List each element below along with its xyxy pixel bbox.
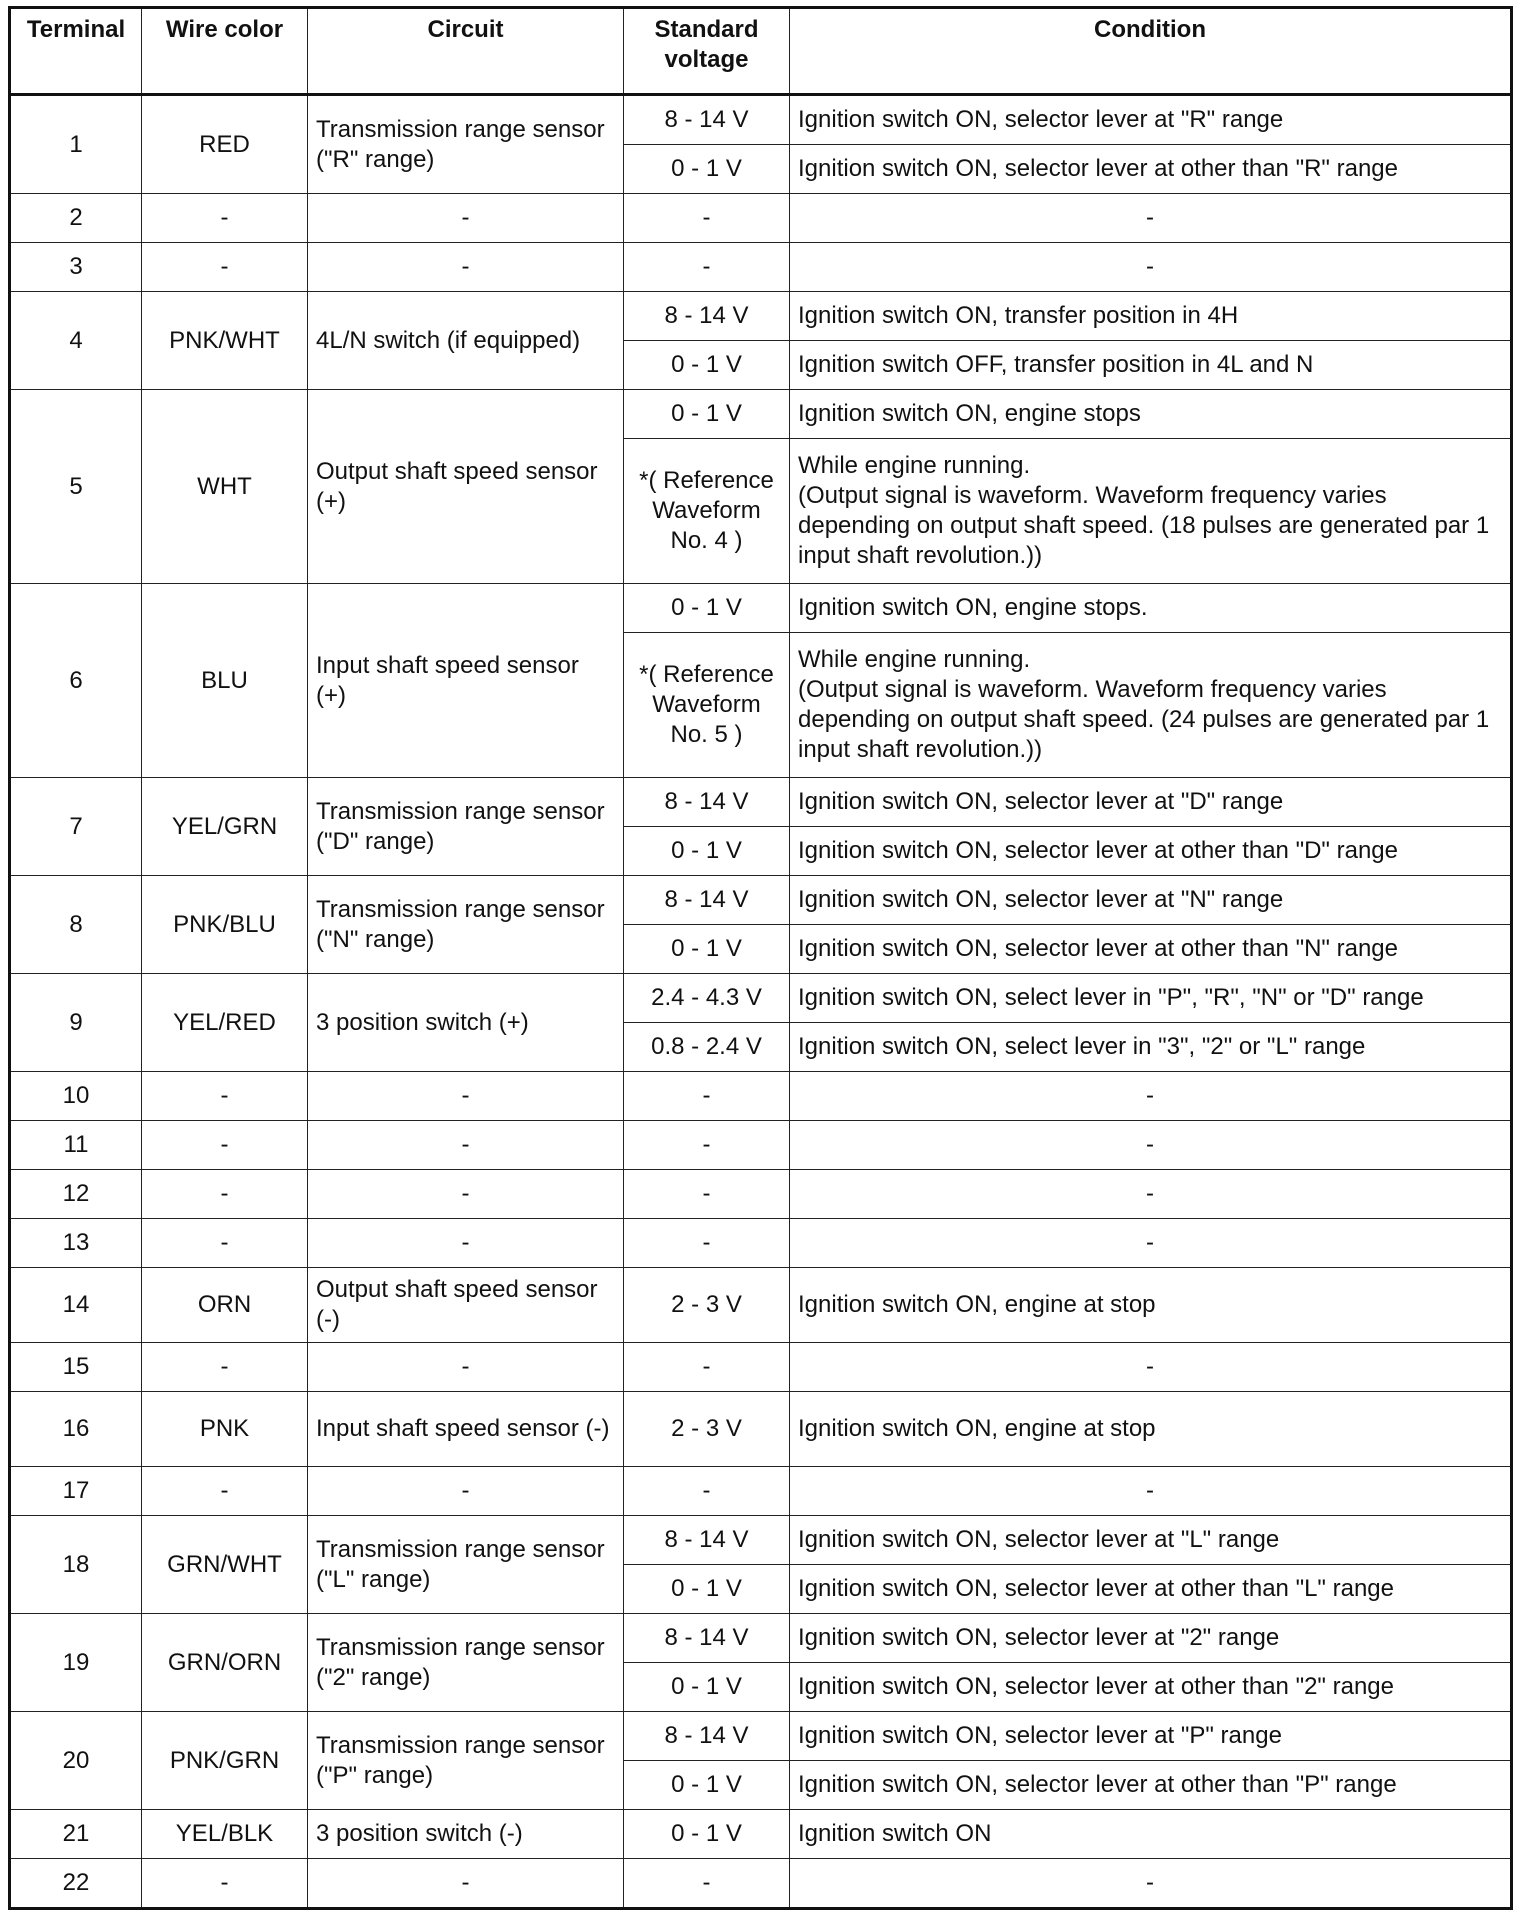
condition-cell: Ignition switch ON, selector lever at other than "P" range (790, 1761, 1512, 1810)
wire-color-cell: - (142, 243, 308, 292)
standard-voltage-cell: 0 - 1 V (624, 1565, 790, 1614)
circuit-cell: - (308, 1467, 624, 1516)
wire-color-cell: - (142, 1219, 308, 1268)
circuit-cell: Transmission range sensor ("2" range) (308, 1614, 624, 1712)
condition-cell: - (790, 1072, 1512, 1121)
wire-color-cell: PNK (142, 1392, 308, 1467)
standard-voltage-cell: 2 - 3 V (624, 1392, 790, 1467)
terminal-cell: 12 (10, 1170, 142, 1219)
terminal-cell: 21 (10, 1810, 142, 1859)
table-row (10, 1810, 1512, 1859)
standard-voltage-cell: - (624, 1219, 790, 1268)
header-circuit: Circuit (308, 8, 624, 95)
table-body (10, 95, 1512, 1909)
wire-color-cell: - (142, 1343, 308, 1392)
wire-color-cell: YEL/BLK (142, 1810, 308, 1859)
condition-cell: Ignition switch OFF, transfer position in 4L and N (790, 341, 1512, 390)
terminal-cell: 18 (10, 1516, 142, 1614)
condition-cell: Ignition switch ON, selector lever at "L" range (790, 1516, 1512, 1565)
wire-color-cell: PNK/BLU (142, 876, 308, 974)
circuit-cell: 3 position switch (+) (308, 974, 624, 1072)
terminal-cell: 11 (10, 1121, 142, 1170)
table-row (10, 778, 1512, 827)
standard-voltage-cell: 0 - 1 V (624, 925, 790, 974)
terminal-table (8, 6, 1513, 1910)
table-row (10, 1072, 1512, 1121)
standard-voltage-cell: 2 - 3 V (624, 1268, 790, 1343)
circuit-cell: - (308, 1170, 624, 1219)
condition-cell: - (790, 1219, 1512, 1268)
circuit-cell: Transmission range sensor ("R" range) (308, 95, 624, 194)
standard-voltage-cell: - (624, 1467, 790, 1516)
terminal-cell: 6 (10, 584, 142, 778)
circuit-cell: Transmission range sensor ("P" range) (308, 1712, 624, 1810)
terminal-cell: 16 (10, 1392, 142, 1467)
header-condition: Condition (790, 8, 1512, 95)
condition-cell: - (790, 1121, 1512, 1170)
wire-color-cell: GRN/WHT (142, 1516, 308, 1614)
terminal-table-sheet (8, 6, 1510, 1910)
condition-cell: Ignition switch ON, selector lever at "N" range (790, 876, 1512, 925)
table-row (10, 1614, 1512, 1663)
circuit-cell: - (308, 1219, 624, 1268)
circuit-cell: 3 position switch (-) (308, 1810, 624, 1859)
condition-cell: Ignition switch ON, engine stops. (790, 584, 1512, 633)
standard-voltage-cell: - (624, 1072, 790, 1121)
table-row (10, 194, 1512, 243)
wire-color-cell: WHT (142, 390, 308, 584)
table-row (10, 1219, 1512, 1268)
condition-cell: Ignition switch ON, engine at stop (790, 1392, 1512, 1467)
table-row (10, 1343, 1512, 1392)
condition-cell: Ignition switch ON, selector lever at other than "2" range (790, 1663, 1512, 1712)
wire-color-cell: YEL/RED (142, 974, 308, 1072)
standard-voltage-cell: 8 - 14 V (624, 778, 790, 827)
circuit-cell: Input shaft speed sensor (+) (308, 584, 624, 778)
table-row (10, 1712, 1512, 1761)
terminal-cell: 3 (10, 243, 142, 292)
circuit-cell: Input shaft speed sensor (-) (308, 1392, 624, 1467)
wire-color-cell: - (142, 1072, 308, 1121)
table-row (10, 292, 1512, 341)
terminal-cell: 9 (10, 974, 142, 1072)
wire-color-cell: YEL/GRN (142, 778, 308, 876)
condition-cell: Ignition switch ON, selector lever at "P" range (790, 1712, 1512, 1761)
condition-cell: Ignition switch ON, select lever in "P", "R", "N" or "D" range (790, 974, 1512, 1023)
standard-voltage-cell: 0 - 1 V (624, 1810, 790, 1859)
terminal-cell: 7 (10, 778, 142, 876)
wire-color-cell: - (142, 194, 308, 243)
header-standard-voltage: Standard voltage (624, 8, 790, 95)
wire-color-cell: PNK/GRN (142, 1712, 308, 1810)
circuit-cell: - (308, 243, 624, 292)
standard-voltage-cell: - (624, 1121, 790, 1170)
circuit-cell: - (308, 1343, 624, 1392)
circuit-cell: Transmission range sensor ("N" range) (308, 876, 624, 974)
circuit-cell: Output shaft speed sensor (-) (308, 1268, 624, 1343)
circuit-cell: 4L/N switch (if equipped) (308, 292, 624, 390)
standard-voltage-cell: 8 - 14 V (624, 876, 790, 925)
terminal-cell: 5 (10, 390, 142, 584)
condition-cell: Ignition switch ON, selector lever at other than "N" range (790, 925, 1512, 974)
circuit-cell: Transmission range sensor ("D" range) (308, 778, 624, 876)
table-row (10, 1121, 1512, 1170)
terminal-cell: 2 (10, 194, 142, 243)
condition-cell: Ignition switch ON, selector lever at "D" range (790, 778, 1512, 827)
standard-voltage-cell: 0 - 1 V (624, 1761, 790, 1810)
table-row (10, 390, 1512, 439)
header-wire-color: Wire color (142, 8, 308, 95)
standard-voltage-cell: 8 - 14 V (624, 1712, 790, 1761)
terminal-cell: 20 (10, 1712, 142, 1810)
wire-color-cell: ORN (142, 1268, 308, 1343)
condition-cell: Ignition switch ON, engine at stop (790, 1268, 1512, 1343)
wire-color-cell: - (142, 1859, 308, 1909)
wire-color-cell: BLU (142, 584, 308, 778)
terminal-cell: 4 (10, 292, 142, 390)
condition-cell: - (790, 243, 1512, 292)
standard-voltage-cell: 0 - 1 V (624, 1663, 790, 1712)
standard-voltage-cell: 0 - 1 V (624, 390, 790, 439)
condition-cell: While engine running. (Output signal is waveform. Waveform frequency varies depending on output shaft speed. (24 pulses are generated par 1 input shaft revolution.)) (790, 633, 1512, 778)
wire-color-cell: - (142, 1121, 308, 1170)
terminal-cell: 22 (10, 1859, 142, 1909)
standard-voltage-cell: 8 - 14 V (624, 1516, 790, 1565)
condition-cell: Ignition switch ON, engine stops (790, 390, 1512, 439)
circuit-cell: Output shaft speed sensor (+) (308, 390, 624, 584)
header-terminal: Terminal (10, 8, 142, 95)
condition-cell: Ignition switch ON, selector lever at "2" range (790, 1614, 1512, 1663)
terminal-cell: 10 (10, 1072, 142, 1121)
standard-voltage-cell: - (624, 243, 790, 292)
circuit-cell: - (308, 1072, 624, 1121)
standard-voltage-cell: *( Reference Waveform No. 4 ) (624, 439, 790, 584)
table-row (10, 1516, 1512, 1565)
standard-voltage-cell: - (624, 1343, 790, 1392)
wire-color-cell: - (142, 1170, 308, 1219)
table-row (10, 1392, 1512, 1467)
condition-cell: - (790, 194, 1512, 243)
table-row (10, 1268, 1512, 1343)
terminal-cell: 14 (10, 1268, 142, 1343)
terminal-cell: 17 (10, 1467, 142, 1516)
wire-color-cell: PNK/WHT (142, 292, 308, 390)
circuit-cell: Transmission range sensor ("L" range) (308, 1516, 624, 1614)
wire-color-cell: - (142, 1467, 308, 1516)
standard-voltage-cell: 8 - 14 V (624, 95, 790, 145)
header-row (10, 8, 1512, 95)
table-row (10, 1170, 1512, 1219)
standard-voltage-cell: *( Reference Waveform No. 5 ) (624, 633, 790, 778)
terminal-cell: 13 (10, 1219, 142, 1268)
standard-voltage-cell: 8 - 14 V (624, 292, 790, 341)
condition-cell: - (790, 1343, 1512, 1392)
standard-voltage-cell: 0 - 1 V (624, 145, 790, 194)
standard-voltage-cell: 8 - 14 V (624, 1614, 790, 1663)
terminal-cell: 19 (10, 1614, 142, 1712)
condition-cell: - (790, 1170, 1512, 1219)
terminal-cell: 1 (10, 95, 142, 194)
standard-voltage-cell: - (624, 1170, 790, 1219)
condition-cell: Ignition switch ON, transfer position in 4H (790, 292, 1512, 341)
condition-cell: Ignition switch ON, selector lever at other than "D" range (790, 827, 1512, 876)
standard-voltage-cell: - (624, 1859, 790, 1909)
terminal-cell: 15 (10, 1343, 142, 1392)
circuit-cell: - (308, 194, 624, 243)
table-row (10, 974, 1512, 1023)
condition-cell: Ignition switch ON, selector lever at "R" range (790, 95, 1512, 145)
terminal-cell: 8 (10, 876, 142, 974)
wire-color-cell: GRN/ORN (142, 1614, 308, 1712)
condition-cell: Ignition switch ON, selector lever at other than "R" range (790, 145, 1512, 194)
standard-voltage-cell: 0.8 - 2.4 V (624, 1023, 790, 1072)
standard-voltage-cell: 0 - 1 V (624, 827, 790, 876)
table-row (10, 876, 1512, 925)
table-row (10, 1859, 1512, 1909)
table-row (10, 95, 1512, 145)
circuit-cell: - (308, 1859, 624, 1909)
table-row (10, 1467, 1512, 1516)
circuit-cell: - (308, 1121, 624, 1170)
condition-cell: While engine running. (Output signal is waveform. Waveform frequency varies depending on output shaft speed. (18 pulses are generated par 1 input shaft revolution.)) (790, 439, 1512, 584)
condition-cell: Ignition switch ON, selector lever at other than "L" range (790, 1565, 1512, 1614)
condition-cell: - (790, 1859, 1512, 1909)
condition-cell: Ignition switch ON (790, 1810, 1512, 1859)
standard-voltage-cell: - (624, 194, 790, 243)
standard-voltage-cell: 2.4 - 4.3 V (624, 974, 790, 1023)
standard-voltage-cell: 0 - 1 V (624, 584, 790, 633)
condition-cell: - (790, 1467, 1512, 1516)
table-row (10, 584, 1512, 633)
table-row (10, 243, 1512, 292)
wire-color-cell: RED (142, 95, 308, 194)
standard-voltage-cell: 0 - 1 V (624, 341, 790, 390)
condition-cell: Ignition switch ON, select lever in "3", "2" or "L" range (790, 1023, 1512, 1072)
